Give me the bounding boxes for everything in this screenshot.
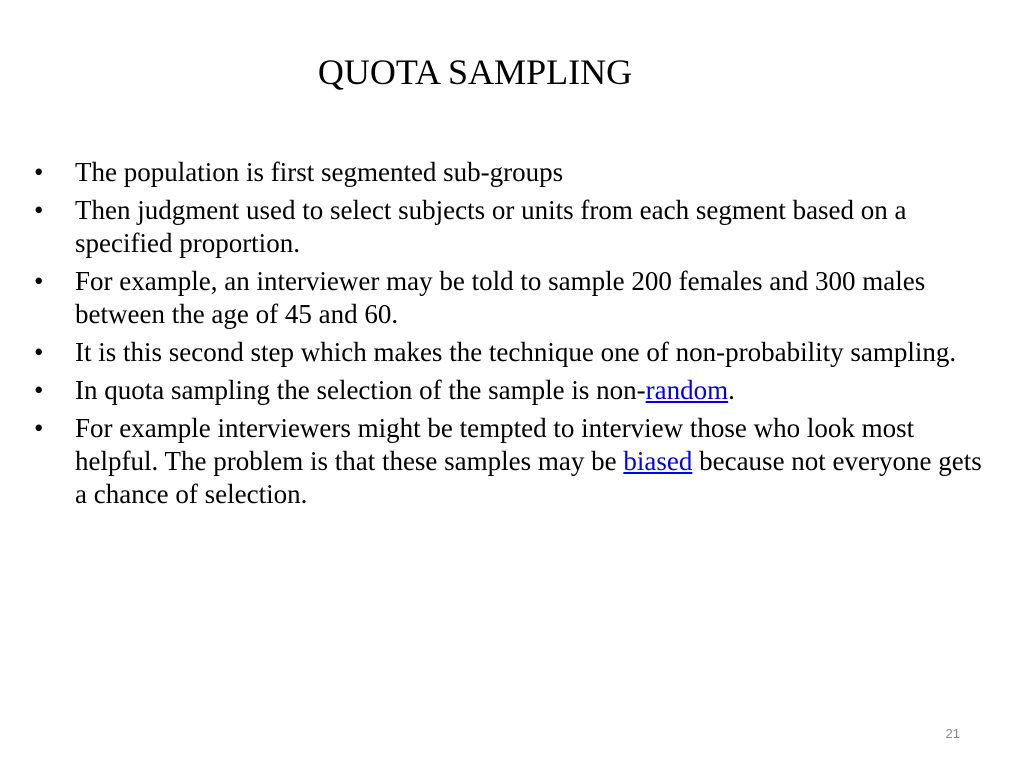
bullet-text-before: In quota sampling the selection of the sample is non-	[75, 375, 646, 405]
bullet-text: Then judgment used to select subjects or units from each segment based on a specified proportion.	[75, 195, 907, 258]
bullet-icon: •	[34, 157, 44, 187]
bullet-item-6	[34, 412, 994, 511]
bullet-list	[34, 156, 994, 516]
bullet-text-after: .	[728, 375, 735, 405]
bullet-text-after: because not everyone gets a chance of selection.	[75, 446, 982, 509]
bullet-icon: •	[34, 266, 44, 296]
bullet-icon: •	[34, 195, 44, 225]
bullet-text: It is this second step which makes the technique one of non-probability sampling.	[75, 337, 957, 367]
biased-link[interactable]: biased	[623, 446, 693, 476]
bullet-icon: •	[34, 413, 44, 443]
bullet-item-2	[34, 194, 994, 260]
page-number: 21	[945, 726, 960, 741]
random-link[interactable]: random	[645, 375, 729, 405]
bullet-item-1	[34, 156, 994, 189]
bullet-icon: •	[34, 337, 44, 367]
bullet-item-3	[34, 265, 994, 331]
bullet-text-before: For example interviewers might be tempted to interview those who look most helpful. The problem is that these samples may be	[75, 413, 915, 476]
bullet-icon: •	[34, 375, 44, 405]
bullet-text: The population is first segmented sub-groups	[75, 157, 564, 187]
slide-title: QUOTA SAMPLING	[317, 52, 633, 92]
bullet-text	[75, 413, 982, 509]
bullet-item-5	[34, 374, 994, 407]
bullet-text	[75, 375, 735, 405]
bullet-item-4	[34, 336, 994, 369]
bullet-text: For example, an interviewer may be told to sample 200 females and 300 males between the age of 45 and 60.	[75, 266, 926, 329]
